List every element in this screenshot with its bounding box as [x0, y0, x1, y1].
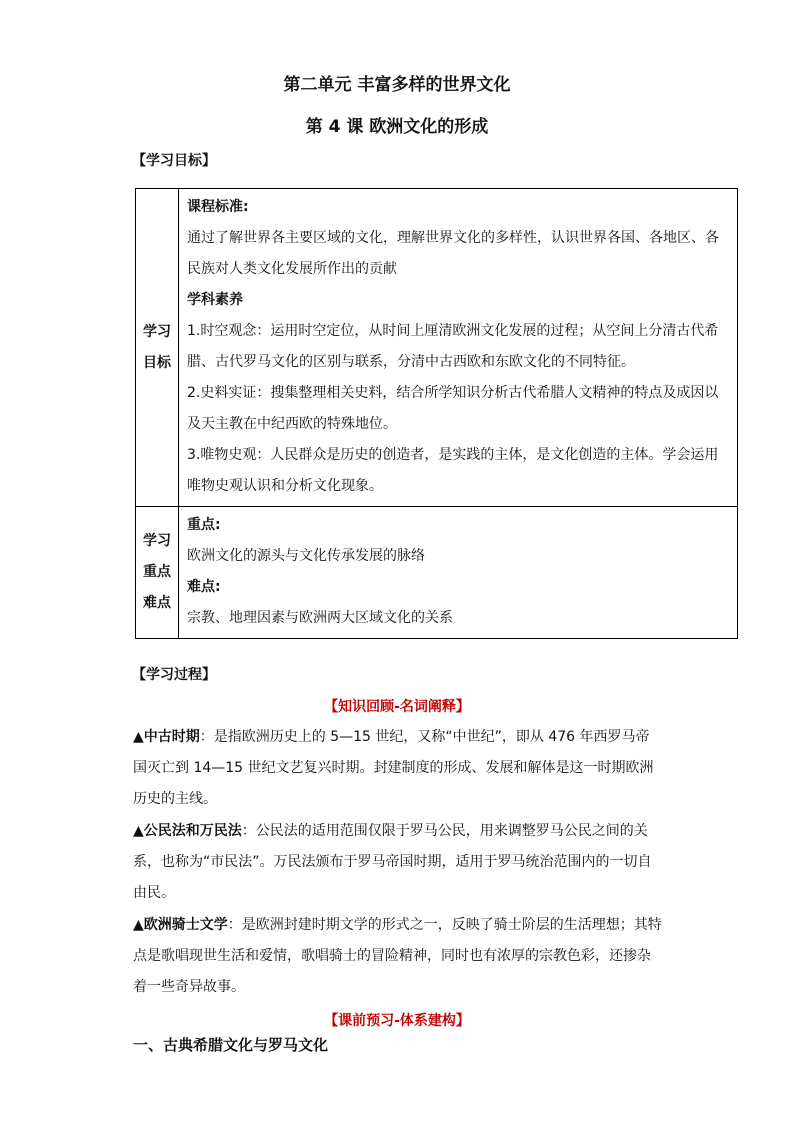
goals-row-label [136, 189, 179, 507]
term-name: ▲欧洲骑士文学 [133, 917, 228, 933]
literacy-item: 1.时空观念：运用时空定位，从时间上厘清欧洲文化发展的过程；从空间上分清古代希腊、古代罗马文化的区别与联系，分清中古西欧和东欧文化的不同特征。 [187, 323, 719, 370]
goals-section-label: 【学习目标】 [132, 153, 216, 169]
process-section-label: 【学习过程】 [132, 667, 216, 683]
key-points-row-label [136, 507, 179, 639]
term-paragraph [133, 816, 663, 909]
lesson-title: 第 4 课 欧洲文化的形成 [305, 117, 489, 137]
key-points-content [179, 507, 738, 639]
unit-title: 第二单元 丰富多样的世界文化 [283, 75, 511, 95]
term-definition: ：公民法的适用范围仅限于罗马公民，用来调整罗马公民之间的关系，也称为“市民法”。万民法颁布于罗马帝国时期，适用于罗马统治范围内的一切自由民。 [133, 823, 652, 901]
key-heading: 重点: [187, 517, 221, 533]
preview-heading: 【课前预习-体系建构】 [324, 1013, 470, 1029]
term-definition: ：是欧洲封建时期文学的形式之一，反映了骑士阶层的生活理想；其特点是歌唱现世生活和爱情，歌唱骑士的冒险精神，同时也有浓厚的宗教色彩，还掺杂着一些奇异故事。 [133, 917, 662, 995]
goals-content [179, 189, 738, 507]
literacy-heading: 学科素养 [187, 292, 243, 308]
goals-label-line: 学习 [143, 323, 171, 340]
difficulty-heading: 难点: [187, 579, 221, 595]
term-paragraph [133, 910, 663, 1003]
goals-row [136, 189, 738, 507]
literacy-item: 2.史料实证：搜集整理相关史料，结合所学知识分析古代希腊人文精神的特点及成因以及天主教在中纪西欧的特殊地位。 [187, 385, 719, 432]
key-points-row [136, 507, 738, 639]
review-heading: 【知识回顾-名词阐释】 [324, 699, 470, 715]
standard-heading: 课程标准: [187, 199, 249, 215]
goals-label-line: 目标 [143, 354, 171, 371]
term-name: ▲公民法和万民法 [133, 823, 242, 839]
section-title: 一、古典希腊文化与罗马文化 [133, 1036, 329, 1054]
literacy-item: 3.唯物史观：人民群众是历史的创造者，是实践的主体，是文化创造的主体。学会运用唯物史观认识和分析文化现象。 [187, 447, 719, 494]
difficulty-text: 宗教、地理因素与欧洲两大区域文化的关系 [187, 610, 453, 626]
key-label-line: 难点 [143, 595, 171, 611]
key-text: 欧洲文化的源头与文化传承发展的脉络 [187, 548, 425, 564]
term-name: ▲中古时期 [133, 729, 200, 745]
term-paragraph [133, 722, 663, 815]
term-definition: ：是指欧洲历史上的 5—15 世纪，又称“中世纪”，即从 476 年西罗马帝国灭亡到 14—15 世纪文艺复兴时期。封建制度的形成、发展和解体是这一时期欧洲历史的主线。 [133, 729, 654, 807]
key-label-line: 学习 [143, 533, 171, 549]
learning-goals-table [135, 188, 738, 639]
key-label-line: 重点 [143, 564, 171, 580]
standard-text: 通过了解世界各主要区域的文化，理解世界文化的多样性，认识世界各国、各地区、各民族对人类文化发展所作出的贡献 [187, 230, 719, 277]
